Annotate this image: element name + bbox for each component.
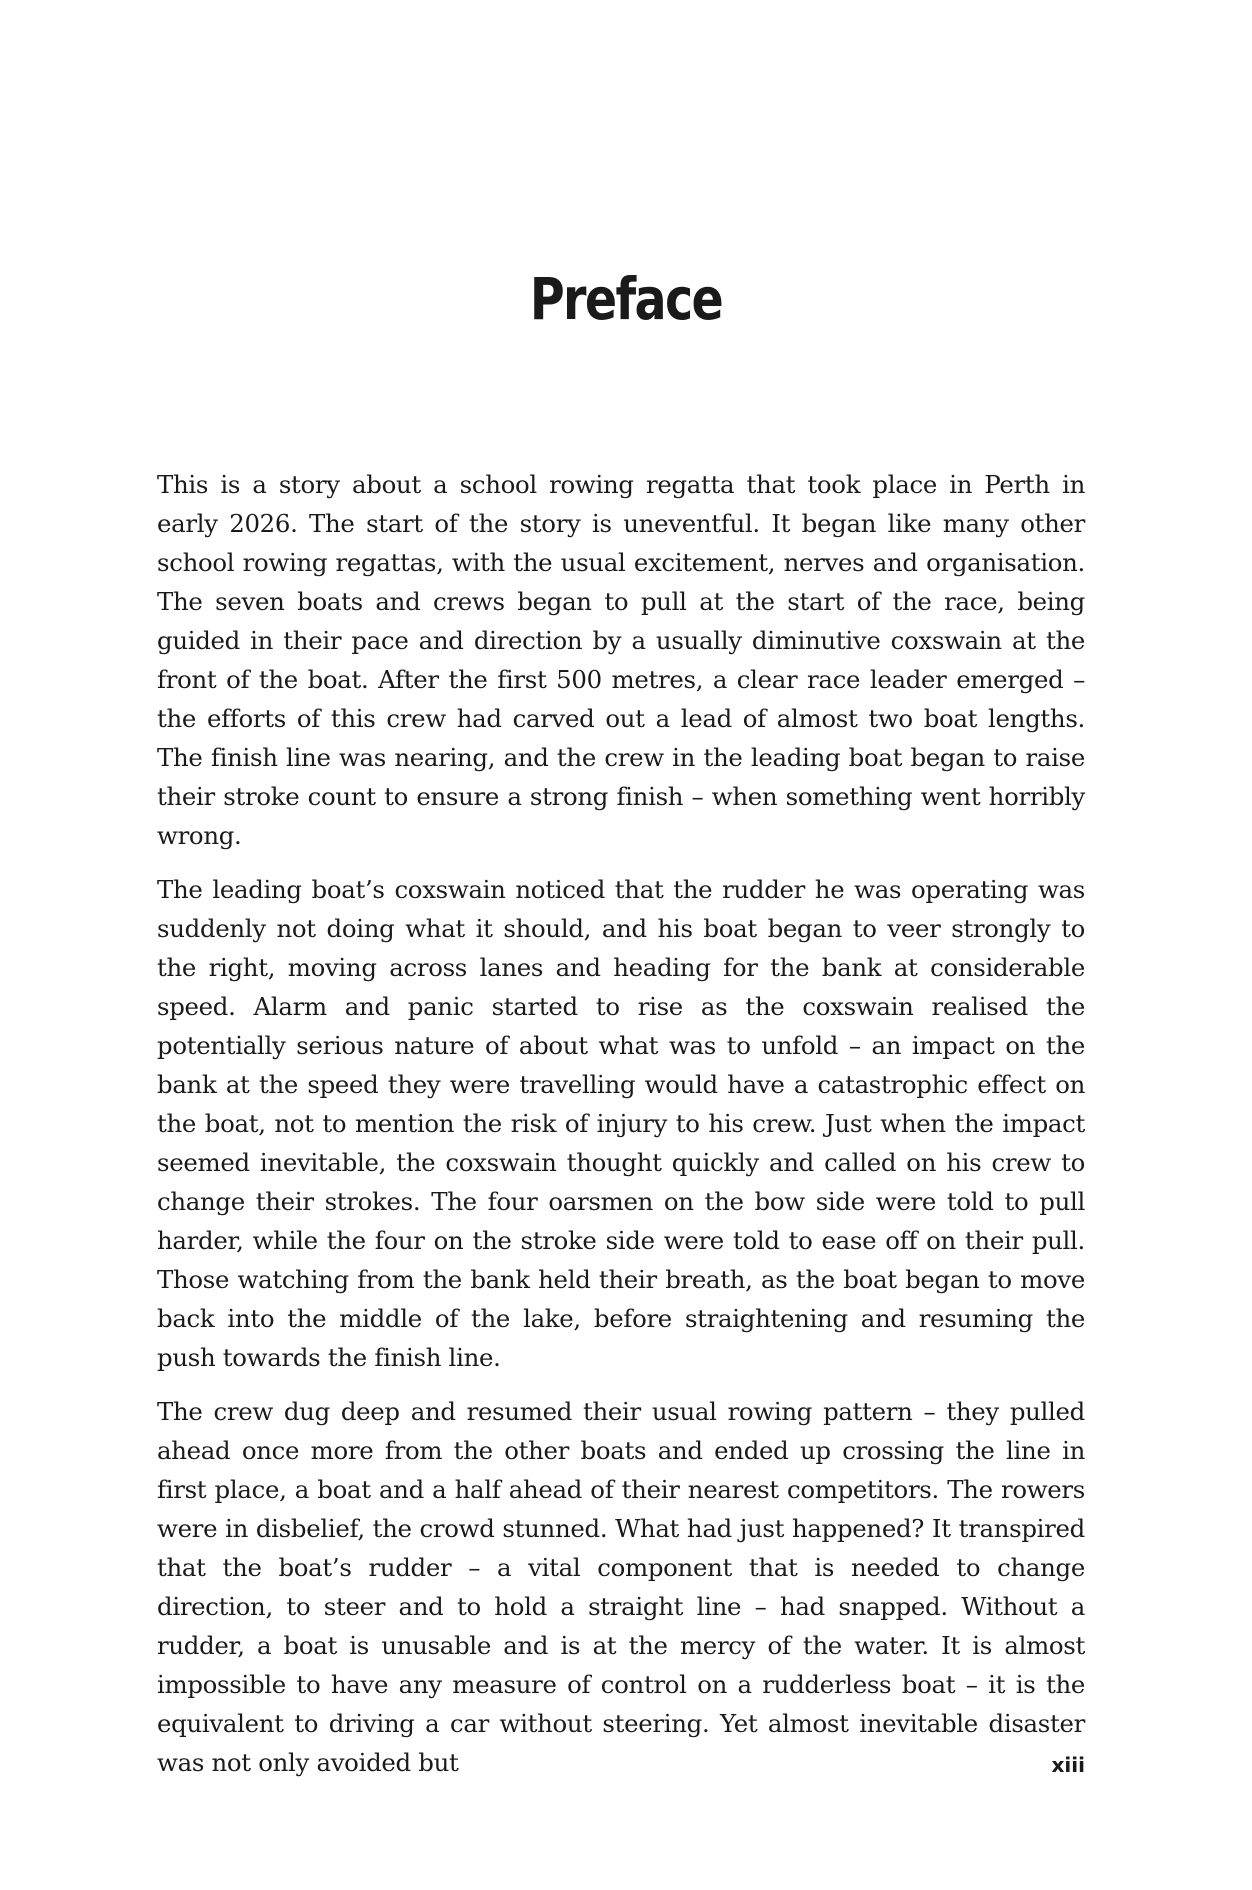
page-number: xiii <box>1051 1753 1085 1777</box>
paragraph-3: The crew dug deep and resumed their usual rowing pattern – they pulled ahead once more from the other boats and ended up crossing the line in first place, a boat and a half ahead of their nearest competitors. The rowers were in disbelief, the crowd stunned. What had just happened? It transpired that the boat’s rudder – a vital component that is needed to change direction, to steer and to hold a straight line – had snapped. Without a rudder, a boat is unusable and is at the mercy of the water. It is almost impossible to have any measure of control on a rudderless boat – it is the equivalent to driving a car without steering. Yet almost inevitable disaster was not only avoided but <box>157 1397 1085 1777</box>
body-text <box>157 465 1085 1797</box>
paragraph-1: This is a story about a school rowing regatta that took place in Perth in early 2026. The start of the story is uneventful. It began like many other school rowing regattas, with the usual excitement, nerves and organisation. The seven boats and crews began to pull at the start of the race, being guided in their pace and direction by a usually diminutive coxswain at the front of the boat. After the first 500 metres, a clear race leader emerged – the efforts of this crew had carved out a lead of almost two boat lengths. The finish line was nearing, and the crew in the leading boat began to raise their stroke count to ensure a strong finish – when something went horribly wrong. <box>157 470 1085 850</box>
paragraph-2: The leading boat’s coxswain noticed that the rudder he was operating was suddenly not doing what it should, and his boat began to veer strongly to the right, moving across lanes and heading for the bank at considerable speed. Alarm and panic started to rise as the coxswain realised the potentially serious nature of about what was to unfold – an impact on the bank at the speed they were travelling would have a catastrophic effect on the boat, not to mention the risk of injury to his crew. Just when the impact seemed inevitable, the coxswain thought quickly and called on his crew to change their strokes. The four oarsmen on the bow side were told to pull harder, while the four on the stroke side were told to ease off on their pull. Those watching from the bank held their breath, as the boat began to move back into the middle of the lake, before straightening and resuming the push towards the finish line. <box>157 875 1085 1372</box>
chapter-title: Preface <box>529 265 723 333</box>
